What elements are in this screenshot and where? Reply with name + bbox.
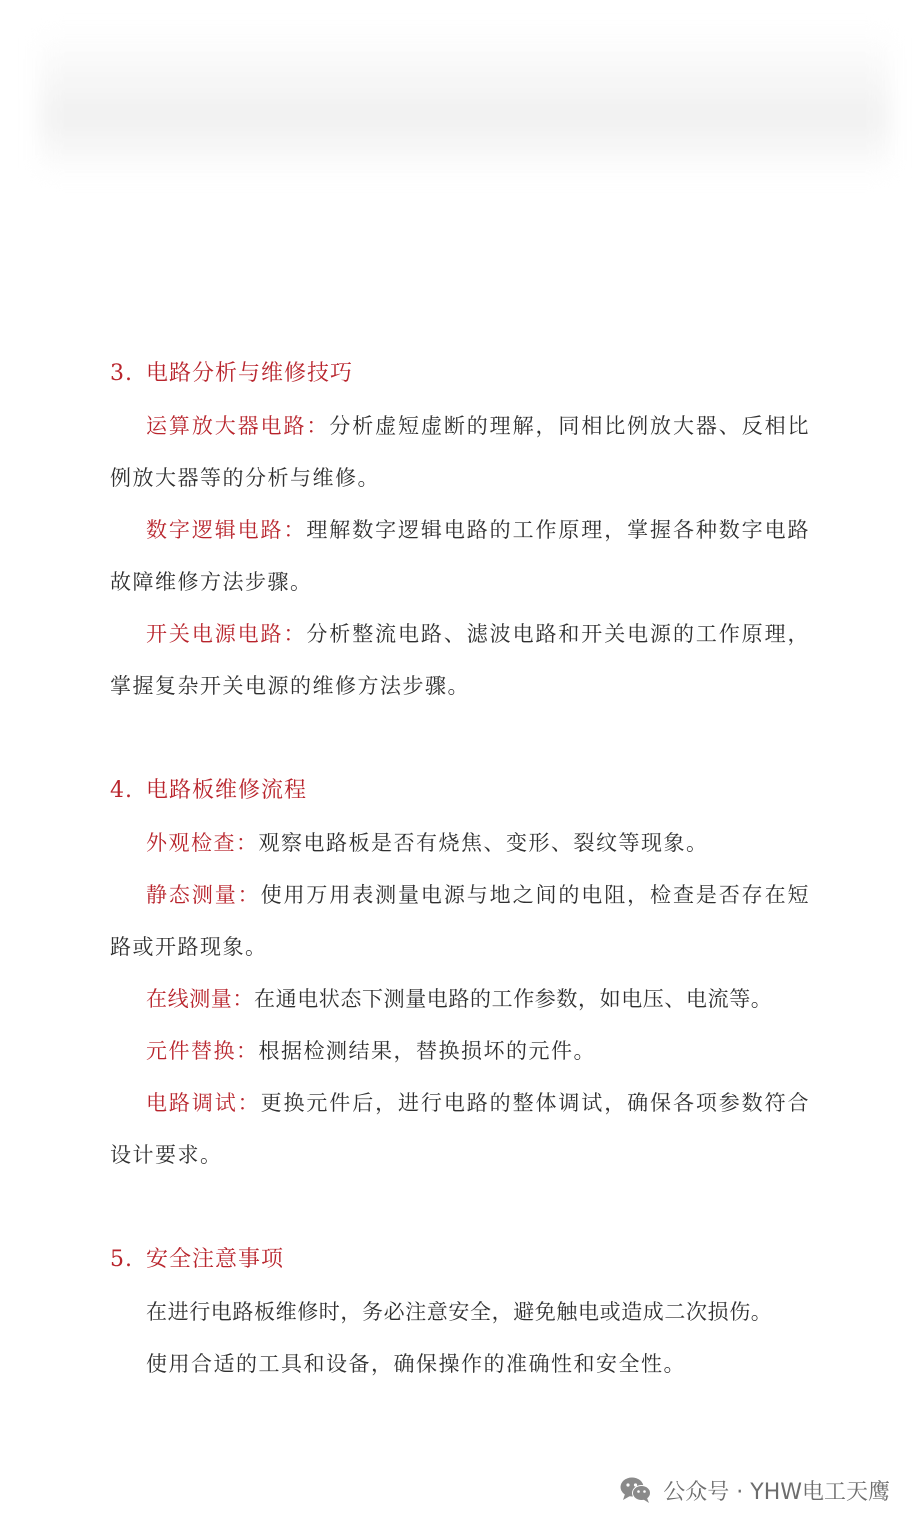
section-safety (110, 1245, 810, 1390)
paragraph-text: 更换元件后，进行电路的整体调试，确保各项参数符合设计要求。 (110, 1091, 811, 1167)
paragraph-text: 理解数字逻辑电路的工作原理，掌握各种数字电路故障维修方法步骤。 (110, 518, 810, 594)
keyword-label: 外观检查： (146, 831, 259, 855)
paragraph-safety-2: 使用合适的工具和设备，确保操作的准确性和安全性。 (146, 1352, 686, 1376)
section-heading (110, 1245, 810, 1275)
paragraph-visual-inspection (110, 817, 810, 869)
keyword-label: 开关电源电路： (146, 622, 307, 646)
paragraph-text: 使用万用表测量电源与地之间的电阻，检查是否存在短路或开路现象。 (110, 883, 811, 959)
section-title: 电路板维修流程 (146, 778, 308, 803)
paragraph-digital-logic (110, 504, 810, 608)
keyword-label: 静态测量： (146, 883, 261, 907)
section-title: 电路分析与维修技巧 (146, 361, 354, 386)
section-title: 安全注意事项 (146, 1247, 285, 1272)
watermark-text: 公众号 · YHW电工天鹰 (663, 1479, 890, 1505)
keyword-label: 数字逻辑电路： (146, 518, 307, 542)
paragraph-text: 根据检测结果，替换损坏的元件。 (258, 1039, 596, 1063)
paragraph-static-measurement (110, 869, 810, 973)
paragraph-circuit-debugging (110, 1077, 810, 1181)
paragraph-text: 分析虚短虚断的理解，同相比例放大器、反相比例放大器等的分析与维修。 (110, 414, 811, 490)
keyword-label: 电路调试： (146, 1091, 261, 1115)
wechat-watermark (619, 1472, 890, 1508)
paragraph-online-measurement (110, 973, 810, 1025)
section-repair-process (110, 776, 810, 1181)
paragraph-text: 分析整流电路、滤波电路和开关电源的工作原理，掌握复杂开关电源的维修方法步骤。 (110, 622, 810, 698)
paragraph-text: 观察电路板是否有烧焦、变形、裂纹等现象。 (258, 831, 709, 855)
paragraph-component-replacement (110, 1025, 810, 1077)
paragraph-op-amp (110, 400, 810, 504)
section-circuit-analysis (110, 359, 810, 712)
section-number: 5. (110, 1247, 133, 1272)
blurred-header-area (40, 28, 890, 178)
keyword-label: 元件替换： (146, 1039, 259, 1063)
paragraph-text: 在通电状态下测量电路的工作参数，如电压、电流等。 (254, 987, 773, 1011)
wechat-icon (619, 1476, 653, 1504)
section-heading (110, 776, 810, 806)
paragraph-safety-1: 在进行电路板维修时，务必注意安全，避免触电或造成二次损伤。 (146, 1300, 773, 1324)
paragraph-switching-power (110, 608, 810, 712)
section-heading (110, 359, 810, 389)
keyword-label: 运算放大器电路： (146, 414, 330, 438)
keyword-label: 在线测量： (146, 987, 254, 1011)
section-number: 4. (110, 778, 133, 803)
section-number: 3. (110, 361, 133, 386)
